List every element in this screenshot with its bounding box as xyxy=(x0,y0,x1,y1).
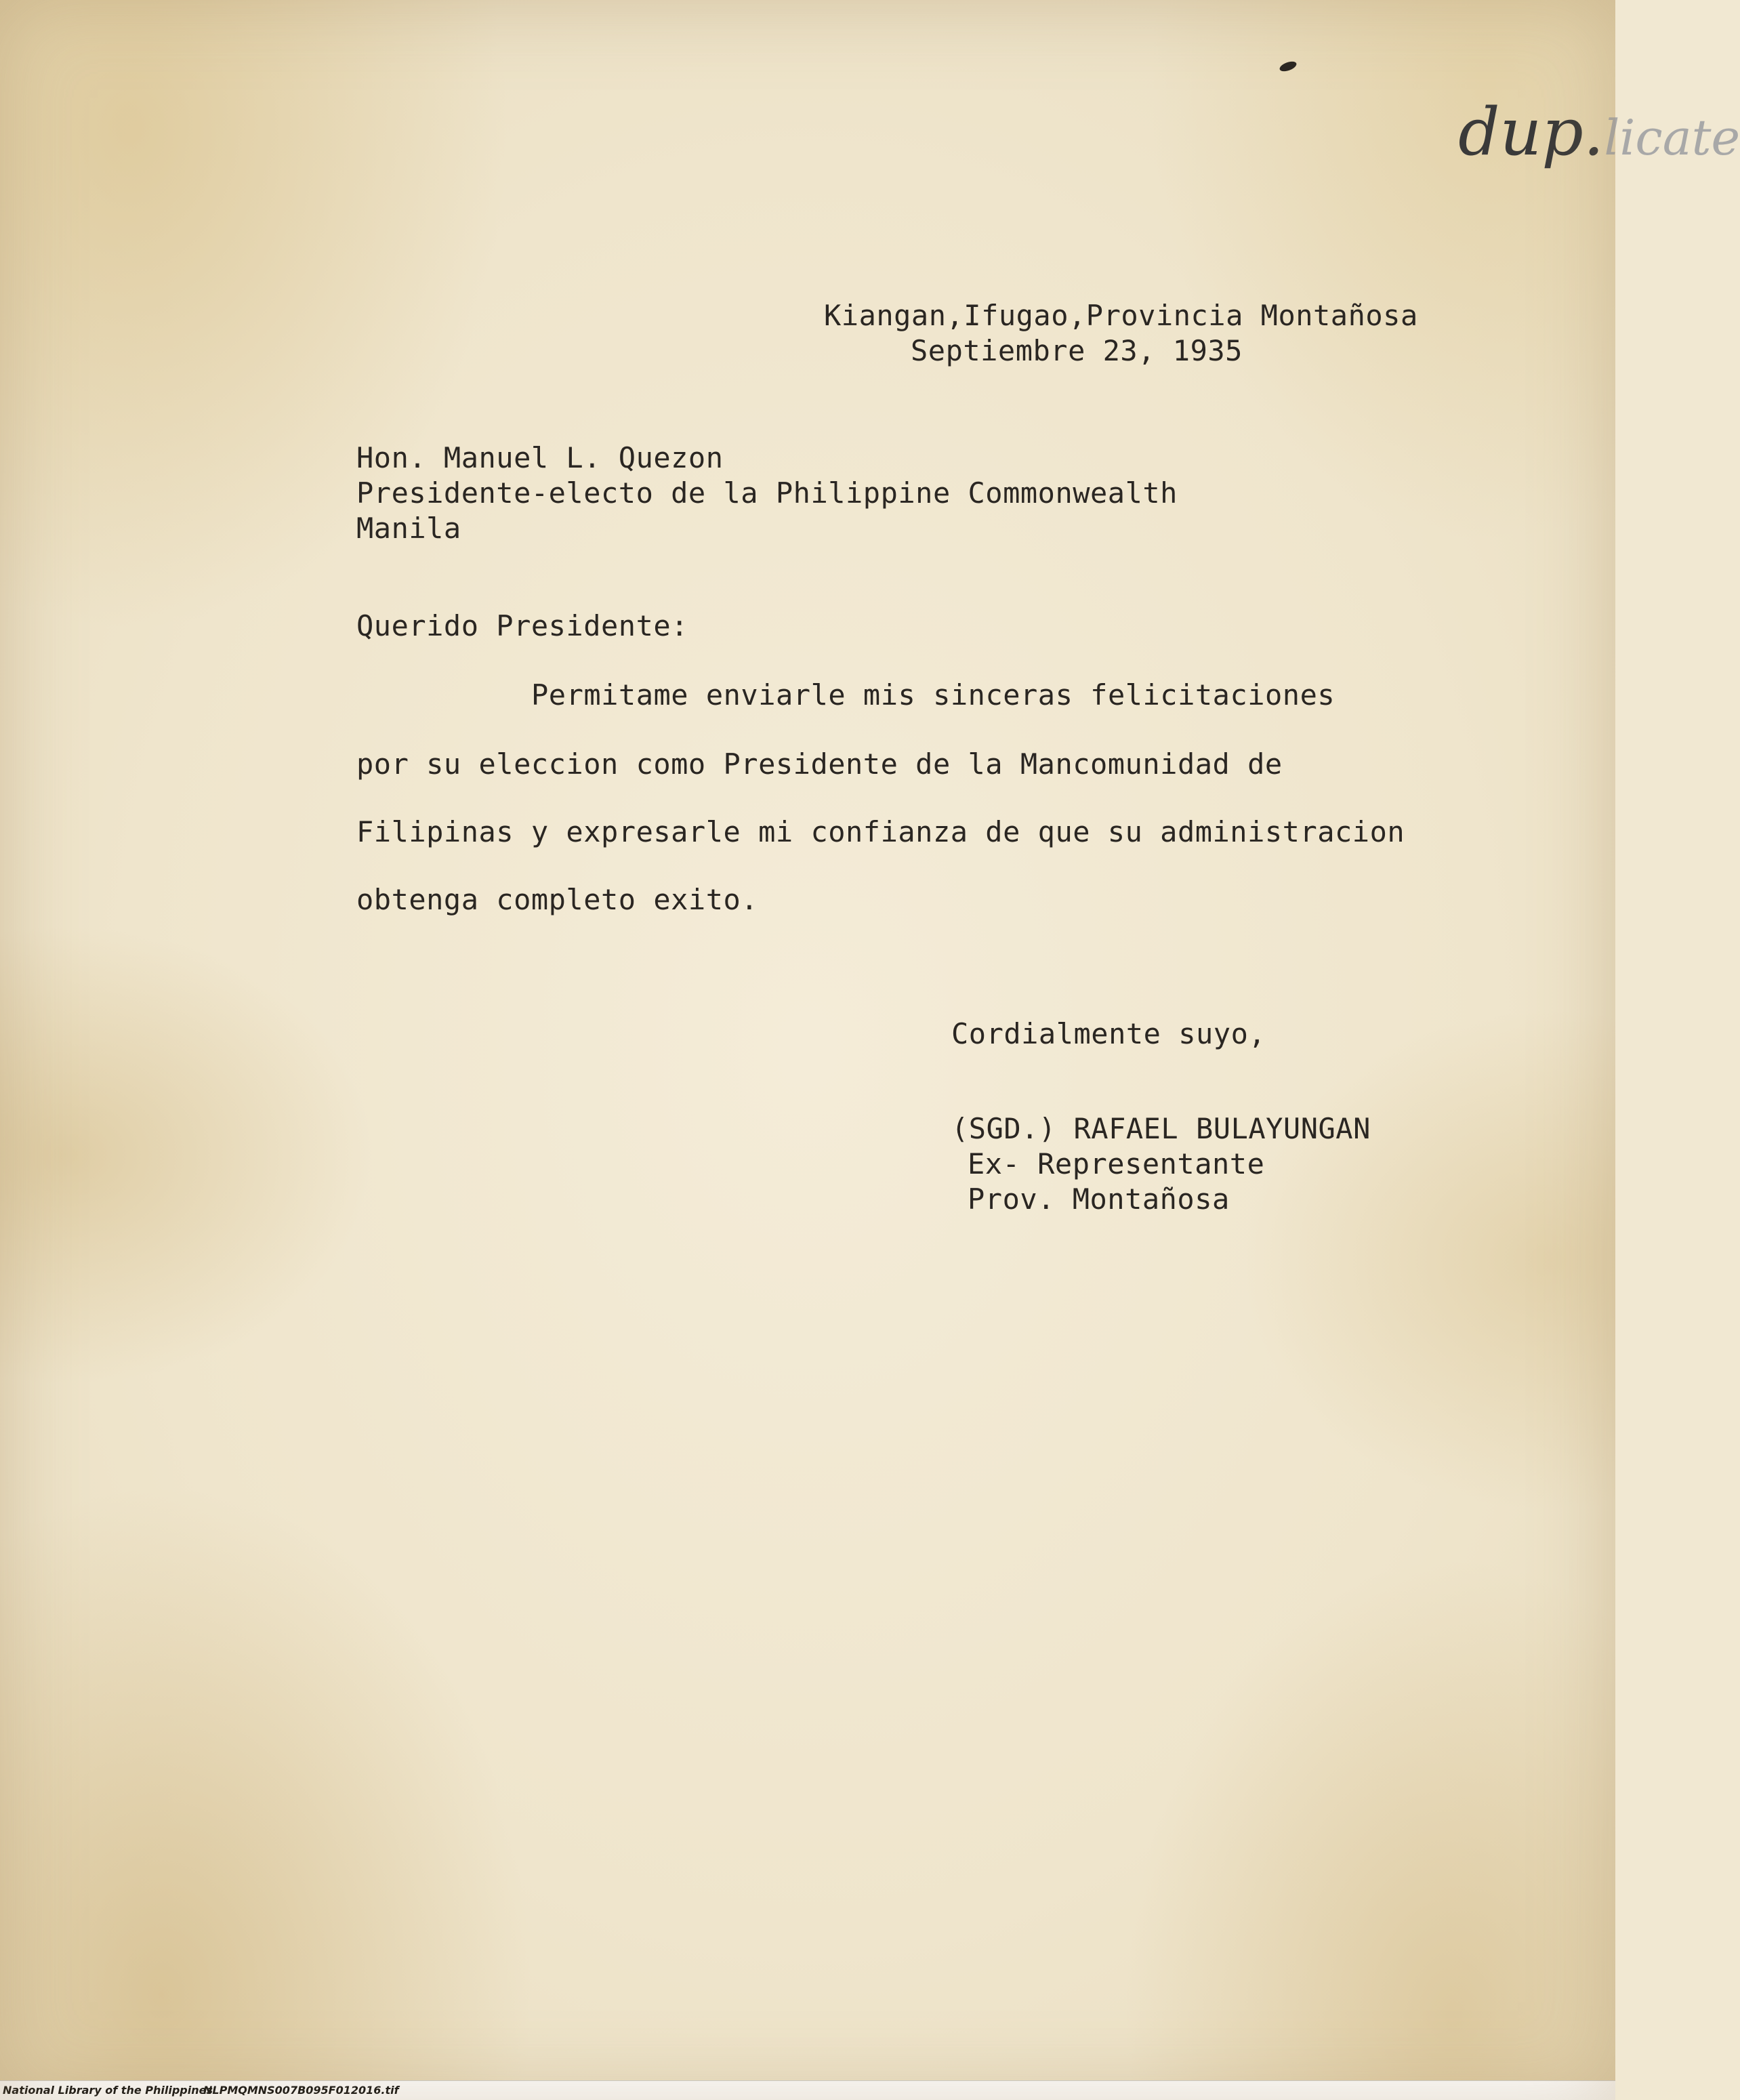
footer-library: National Library of the Philippines xyxy=(3,2084,213,2097)
signature-province: Prov. Montañosa xyxy=(968,1182,1230,1216)
recipient-name: Hon. Manuel L. Quezon xyxy=(356,441,724,474)
signature-name: (SGD.) RAFAEL BULAYUNGAN xyxy=(951,1112,1371,1145)
closing: Cordialmente suyo, xyxy=(951,1017,1266,1050)
signature-position: Ex- Representante xyxy=(968,1147,1265,1180)
body-line-3: Filipinas y expresarle mi confianza de que su administracion xyxy=(356,815,1405,848)
letter-date: Septiembre 23, 1935 xyxy=(911,334,1243,367)
archive-footer xyxy=(0,2080,1615,2100)
recipient-city: Manila xyxy=(356,512,461,545)
salutation: Querido Presidente: xyxy=(356,609,688,642)
ink-spot xyxy=(1279,60,1298,73)
annotation-main: dup. xyxy=(1458,94,1604,170)
body-line-1: Permitame enviarle mis sinceras felicitaciones xyxy=(531,678,1335,712)
letter-place: Kiangan,Ifugao,Provincia Montañosa xyxy=(824,299,1418,332)
annotation-faint: licate xyxy=(1604,109,1740,166)
footer-file-id: NLPMQMNS007B095F012016.tif xyxy=(203,2084,399,2097)
recipient-title: Presidente-electo de la Philippine Commonwealth xyxy=(356,476,1178,510)
handwritten-annotation xyxy=(1375,20,1740,249)
body-line-2: por su eleccion como Presidente de la Mancomunidad de xyxy=(356,747,1283,781)
body-line-4: obtenga completo exito. xyxy=(356,883,759,916)
